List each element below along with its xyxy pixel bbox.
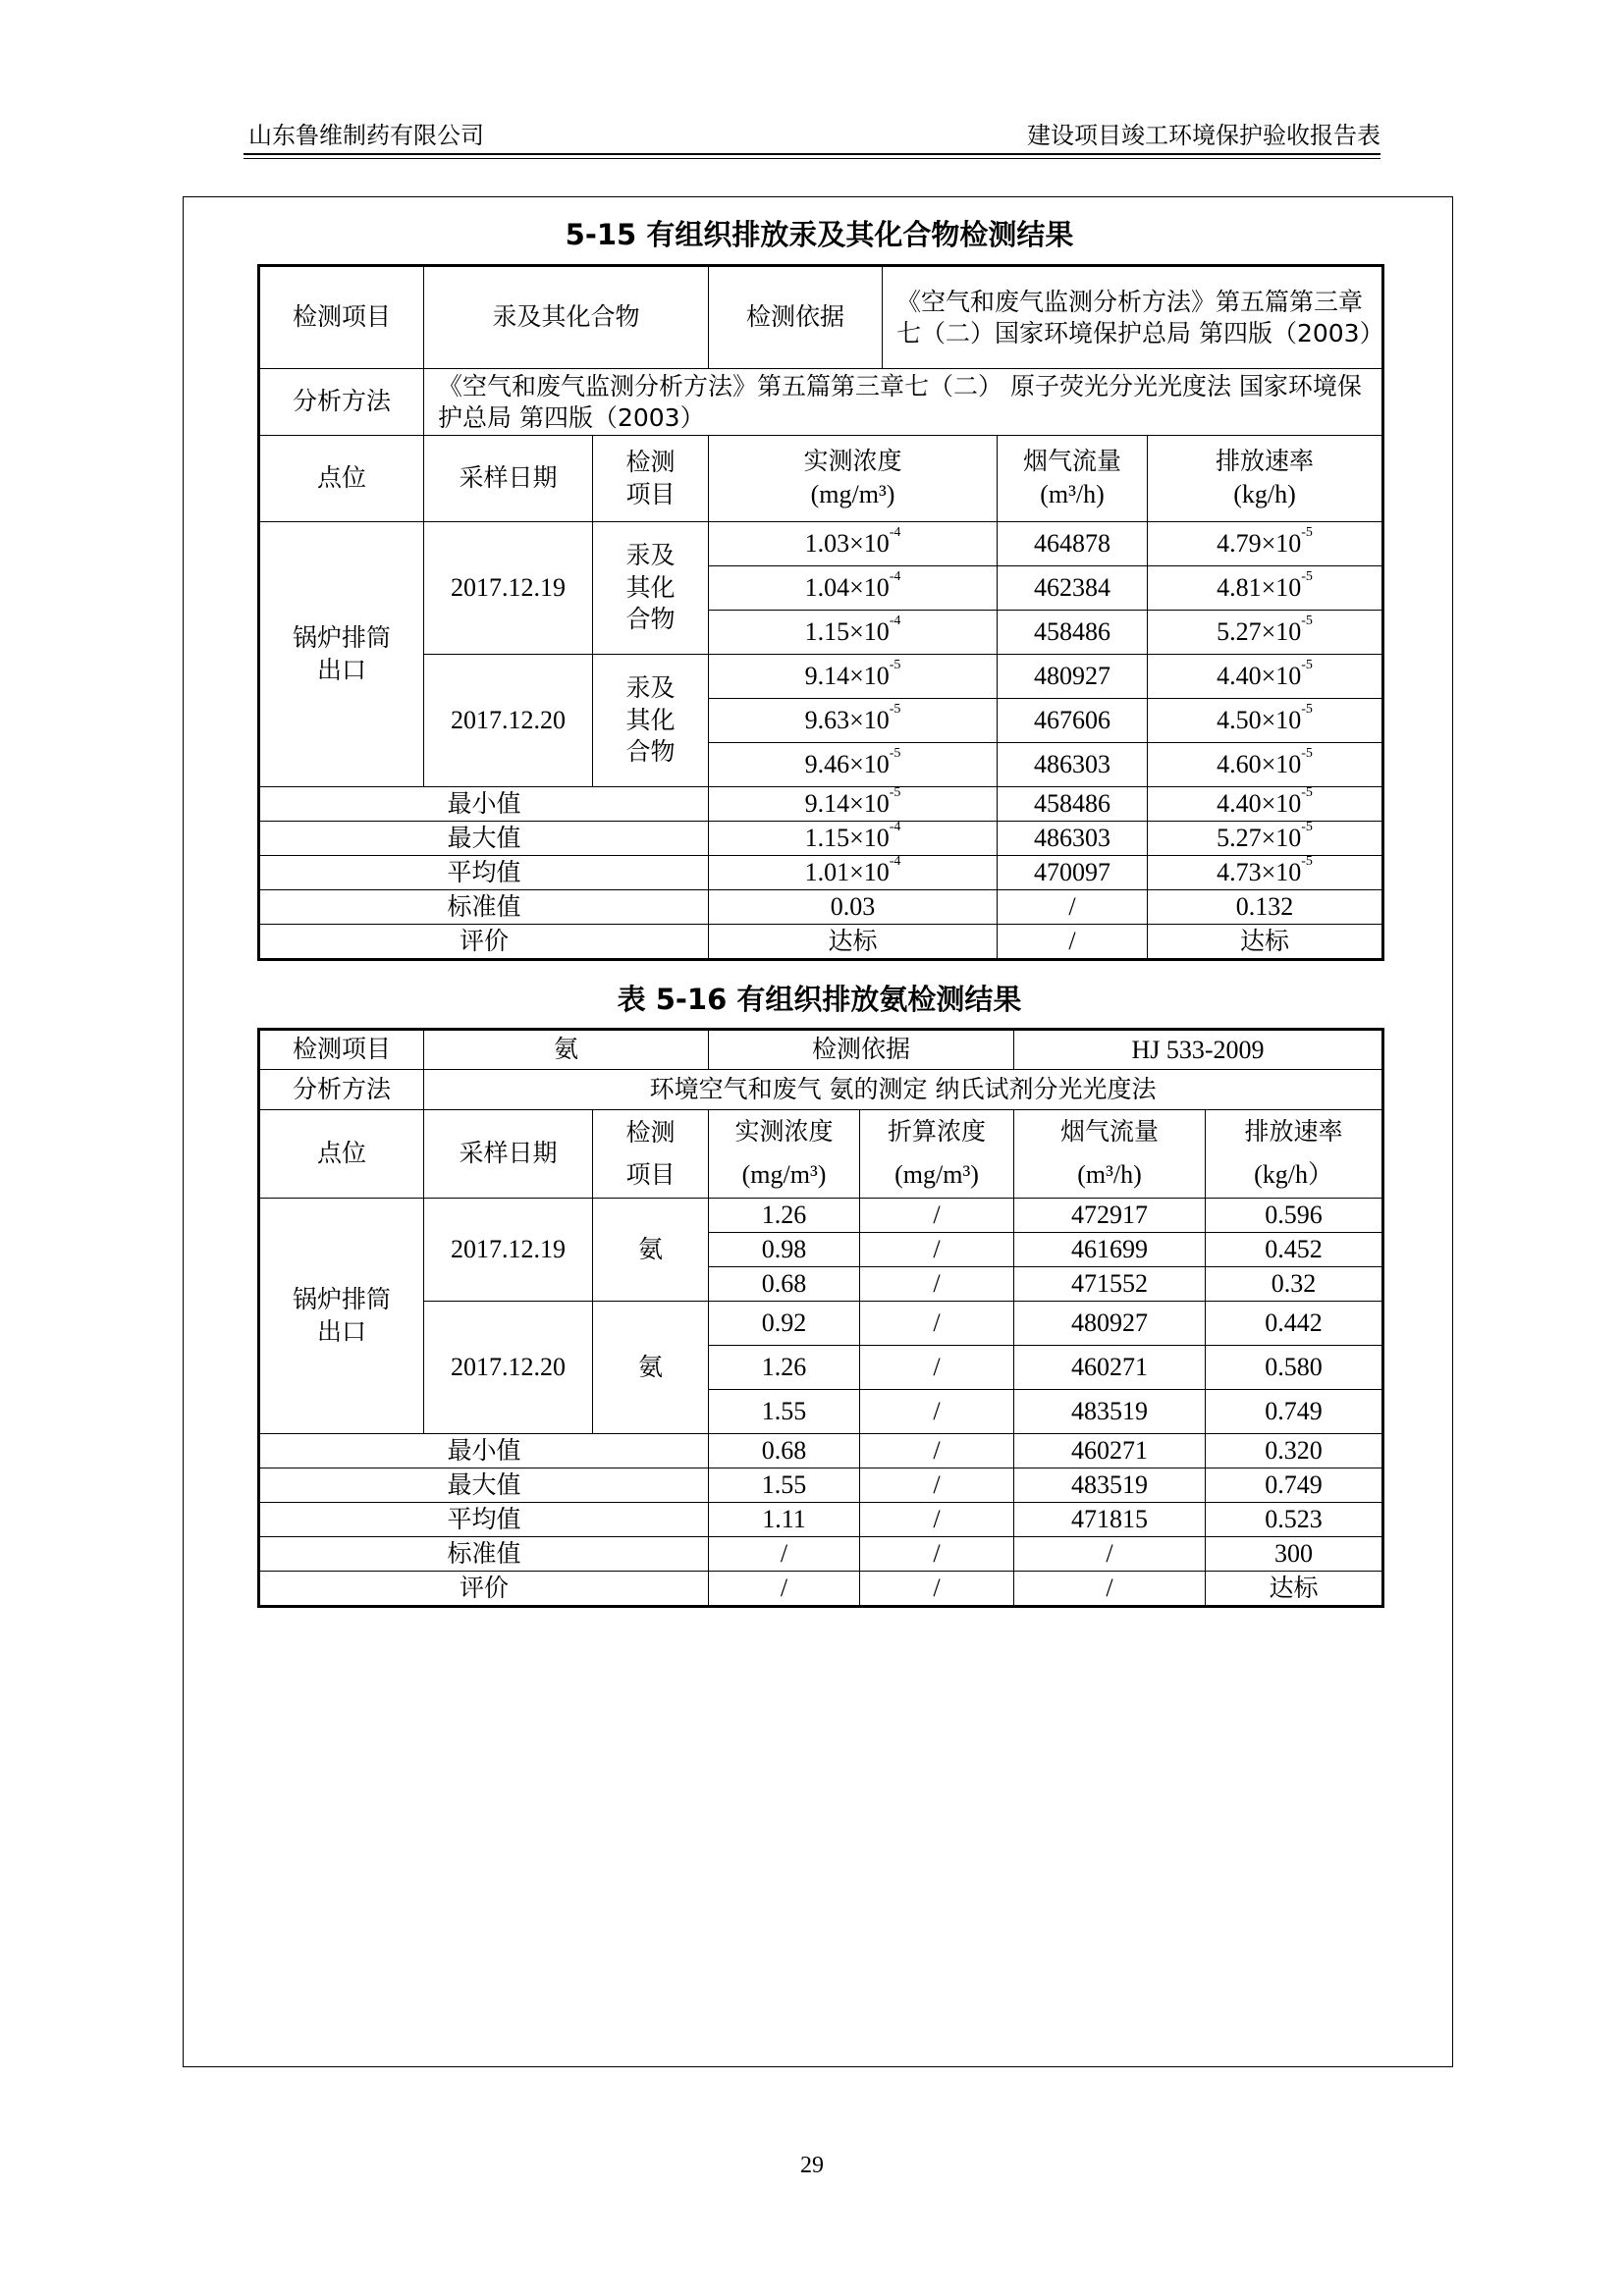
test-item-value: 氨 — [424, 1030, 709, 1070]
col-flow-label: 烟气流量 — [1023, 447, 1122, 476]
summary-rate: 0.320 — [1206, 1434, 1383, 1468]
summary-conv: / — [860, 1503, 1014, 1537]
rate-value: 0.452 — [1206, 1233, 1383, 1267]
conc-value: 1.26 — [709, 1346, 860, 1390]
point-value: 锅炉排筒出口 — [259, 1199, 424, 1434]
summary-conc: / — [709, 1537, 860, 1572]
rate-value: $4.40\times 10^{-5}$ — [1148, 655, 1383, 699]
summary-conv: / — [860, 1572, 1014, 1607]
conv-value: / — [860, 1267, 1014, 1302]
conc-value: $1.15\times 10^{-4}$ — [709, 611, 998, 655]
label-test-basis: 检测依据 — [709, 1030, 1014, 1070]
flow-value: 458486 — [998, 611, 1148, 655]
flow-value: 472917 — [1014, 1199, 1206, 1233]
page-number: 29 — [800, 2153, 824, 2178]
col-measured-concentration — [709, 1110, 860, 1199]
conv-value: / — [860, 1390, 1014, 1434]
summary-flow: 486303 — [998, 822, 1148, 856]
conc-value: $9.14\times 10^{-5}$ — [709, 655, 998, 699]
col-item: 检测项目 — [593, 436, 709, 522]
col-emission-rate — [1206, 1110, 1383, 1199]
label-test-item: 检测项目 — [259, 1030, 424, 1070]
rate-value: $4.60\times 10^{-5}$ — [1148, 743, 1383, 787]
col-conv-unit: (mg/m³) — [894, 1159, 979, 1189]
item-value: 氨 — [593, 1302, 709, 1434]
summary-flow: 458486 — [998, 787, 1148, 822]
col-item — [593, 1110, 709, 1199]
summary-rate: 0.132 — [1148, 890, 1383, 925]
summary-rate: $4.73\times 10^{-5}$ — [1148, 856, 1383, 890]
summary-conc: 1.11 — [709, 1503, 860, 1537]
flow-value: 464878 — [998, 522, 1148, 566]
ammonia-results-table — [257, 1028, 1384, 1608]
summary-conc: 0.03 — [709, 890, 998, 925]
conv-value: / — [860, 1346, 1014, 1390]
rate-value: 0.749 — [1206, 1390, 1383, 1434]
summary-label: 标准值 — [259, 1537, 709, 1572]
conc-value: $9.63\times 10^{-5}$ — [709, 699, 998, 743]
header-report-title: 建设项目竣工环境保护验收报告表 — [1027, 122, 1380, 149]
summary-label: 平均值 — [259, 856, 709, 890]
summary-label: 平均值 — [259, 1503, 709, 1537]
rate-value: 0.580 — [1206, 1346, 1383, 1390]
rate-value: $5.27\times 10^{-5}$ — [1148, 611, 1383, 655]
summary-flow: / — [1014, 1537, 1206, 1572]
summary-flow: 483519 — [1014, 1468, 1206, 1503]
conc-value: 1.26 — [709, 1199, 860, 1233]
date-value: 2017.12.19 — [424, 522, 593, 655]
flow-value: 461699 — [1014, 1233, 1206, 1267]
summary-conc: / — [709, 1572, 860, 1607]
label-analysis-method: 分析方法 — [259, 1070, 424, 1110]
conv-value: / — [860, 1199, 1014, 1233]
col-point: 点位 — [259, 436, 424, 522]
summary-conc: 1.55 — [709, 1468, 860, 1503]
point-value: 锅炉排筒出口 — [259, 522, 424, 787]
summary-rate: 300 — [1206, 1537, 1383, 1572]
conc-value: 0.98 — [709, 1233, 860, 1267]
summary-label: 最小值 — [259, 787, 709, 822]
summary-conc: 0.68 — [709, 1434, 860, 1468]
flow-value: 471552 — [1014, 1267, 1206, 1302]
summary-conc: $1.01\times 10^{-4}$ — [709, 856, 998, 890]
col-item-line1: 检测 — [625, 1118, 676, 1147]
mercury-results-table — [257, 264, 1384, 961]
rate-value: $4.79\times 10^{-5}$ — [1148, 522, 1383, 566]
flow-value: 483519 — [1014, 1390, 1206, 1434]
table2-caption: 表 5-16 有组织排放氨检测结果 — [617, 983, 1022, 1016]
summary-label: 标准值 — [259, 890, 709, 925]
summary-flow: 470097 — [998, 856, 1148, 890]
flow-value: 467606 — [998, 699, 1148, 743]
label-test-item: 检测项目 — [259, 266, 424, 369]
col-rate-label: 排放速率 — [1244, 1117, 1343, 1147]
summary-conv: / — [860, 1468, 1014, 1503]
summary-label: 评价 — [259, 1572, 709, 1607]
summary-conc: $9.14\times 10^{-5}$ — [709, 787, 998, 822]
col-conc-unit: (mg/m³) — [741, 1159, 827, 1189]
col-rate-unit: (kg/h） — [1254, 1159, 1333, 1189]
analysis-method-value: 环境空气和废气 氨的测定 纳氏试剂分光光度法 — [424, 1070, 1383, 1110]
date-value: 2017.12.20 — [424, 655, 593, 787]
header-rule — [244, 153, 1380, 159]
summary-rate: $5.27\times 10^{-5}$ — [1148, 822, 1383, 856]
summary-conv: / — [860, 1434, 1014, 1468]
col-point: 点位 — [259, 1110, 424, 1199]
summary-label: 最大值 — [259, 822, 709, 856]
label-analysis-method: 分析方法 — [259, 369, 424, 436]
summary-rate: 达标 — [1148, 925, 1383, 960]
col-measured-concentration — [709, 436, 998, 522]
summary-conv: / — [860, 1537, 1014, 1572]
flow-value: 480927 — [1014, 1302, 1206, 1346]
col-converted-concentration — [860, 1110, 1014, 1199]
col-flue-flow — [1014, 1110, 1206, 1199]
conc-value: $1.03\times 10^{-4}$ — [709, 522, 998, 566]
date-value: 2017.12.20 — [424, 1302, 593, 1434]
col-item-line2: 项目 — [625, 1159, 676, 1189]
summary-rate: 0.749 — [1206, 1468, 1383, 1503]
col-date: 采样日期 — [424, 436, 593, 522]
flow-value: 486303 — [998, 743, 1148, 787]
flow-value: 462384 — [998, 566, 1148, 611]
conc-value: 1.55 — [709, 1390, 860, 1434]
flow-value: 480927 — [998, 655, 1148, 699]
col-flue-flow — [998, 436, 1148, 522]
col-conc-unit: (mg/m³) — [810, 479, 895, 508]
conv-value: / — [860, 1302, 1014, 1346]
col-date: 采样日期 — [424, 1110, 593, 1199]
table1-caption: 5-15 有组织排放汞及其化合物检测结果 — [565, 218, 1074, 251]
summary-label: 评价 — [259, 925, 709, 960]
col-conc-label: 实测浓度 — [734, 1117, 834, 1147]
analysis-method-value: 《空气和废气监测分析方法》第五篇第三章七（二） 原子荧光分光光度法 国家环境保护总局 第四版（2003） — [424, 369, 1383, 436]
col-emission-rate — [1148, 436, 1383, 522]
summary-rate: $4.40\times 10^{-5}$ — [1148, 787, 1383, 822]
date-value: 2017.12.19 — [424, 1199, 593, 1302]
summary-label: 最大值 — [259, 1468, 709, 1503]
col-conv-label: 折算浓度 — [888, 1117, 987, 1147]
label-test-basis: 检测依据 — [709, 266, 883, 369]
summary-label: 最小值 — [259, 1434, 709, 1468]
col-flow-label: 烟气流量 — [1060, 1117, 1160, 1147]
conc-value: 0.68 — [709, 1267, 860, 1302]
summary-flow: / — [1014, 1572, 1206, 1607]
summary-flow: 471815 — [1014, 1503, 1206, 1537]
item-value: 汞及其化合物 — [593, 655, 709, 787]
rate-value: 0.442 — [1206, 1302, 1383, 1346]
item-value: 汞及其化合物 — [593, 522, 709, 655]
summary-flow: / — [998, 925, 1148, 960]
flow-value: 460271 — [1014, 1346, 1206, 1390]
col-rate-label: 排放速率 — [1216, 447, 1315, 476]
item-value: 氨 — [593, 1199, 709, 1302]
conc-value: $9.46\times 10^{-5}$ — [709, 743, 998, 787]
test-item-value: 汞及其化合物 — [424, 266, 709, 369]
summary-rate: 0.523 — [1206, 1503, 1383, 1537]
test-basis-value: HJ 533-2009 — [1014, 1030, 1383, 1070]
conc-value: 0.92 — [709, 1302, 860, 1346]
rate-value: 0.32 — [1206, 1267, 1383, 1302]
col-rate-unit: (kg/h) — [1233, 479, 1296, 508]
col-conc-label: 实测浓度 — [803, 447, 902, 476]
summary-conc: $1.15\times 10^{-4}$ — [709, 822, 998, 856]
rate-value: 0.596 — [1206, 1199, 1383, 1233]
summary-flow: 460271 — [1014, 1434, 1206, 1468]
col-flow-unit: (m³/h) — [1040, 479, 1105, 508]
rate-value: $4.50\times 10^{-5}$ — [1148, 699, 1383, 743]
conc-value: $1.04\times 10^{-4}$ — [709, 566, 998, 611]
summary-flow: / — [998, 890, 1148, 925]
header-company: 山东鲁维制药有限公司 — [248, 122, 484, 149]
conv-value: / — [860, 1233, 1014, 1267]
summary-rate: 达标 — [1206, 1572, 1383, 1607]
summary-conc: 达标 — [709, 925, 998, 960]
rate-value: $4.81\times 10^{-5}$ — [1148, 566, 1383, 611]
test-basis-value: 《空气和废气监测分析方法》第五篇第三章七（二）国家环境保护总局 第四版（2003） — [883, 266, 1383, 369]
col-flow-unit: (m³/h) — [1077, 1159, 1142, 1189]
